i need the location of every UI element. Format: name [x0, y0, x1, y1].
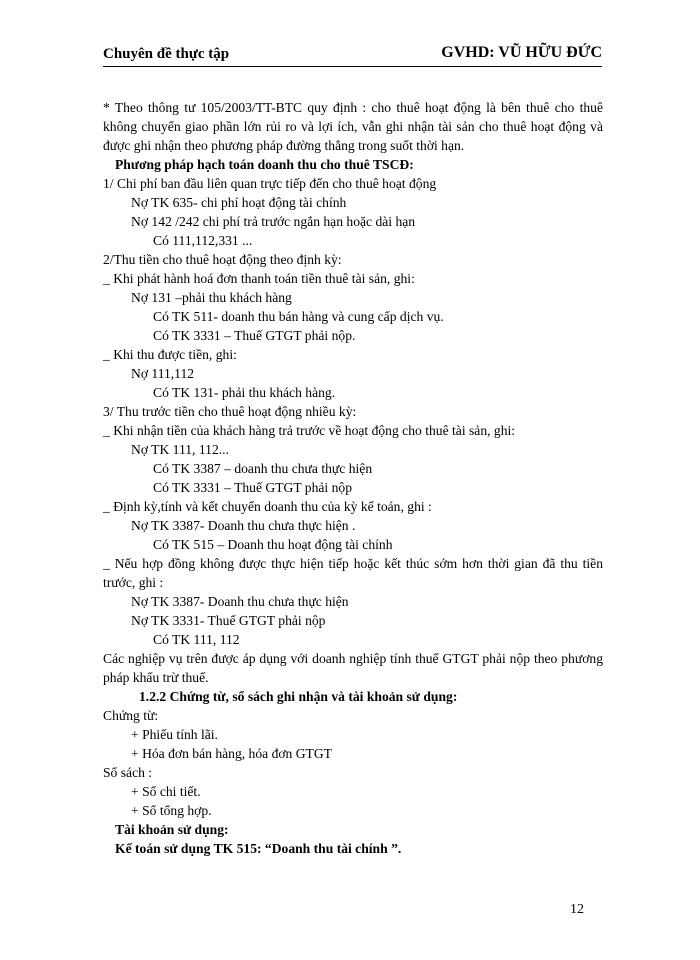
list-item: + Sổ tổng hợp. [131, 803, 212, 818]
heading-accounts-used: Tài khoản sử dụng: [115, 822, 229, 837]
entry-note: _ Định kỳ,tính và kết chuyển doanh thu của kỳ kế toán, ghi : [103, 499, 432, 514]
page-number: 12 [570, 902, 584, 917]
entry-debit: Nợ 142 /242 chi phí trả trước ngắn hạn hoặc dài hạn [131, 214, 416, 229]
entry-credit: Có TK 3387 – doanh thu chưa thực hiện [153, 461, 373, 476]
entry-credit: Có TK 131- phải thu khách hàng. [153, 385, 336, 400]
entry-debit: Nợ TK 3387- Doanh thu chưa thực hiện . [131, 518, 356, 533]
heading-account-515: Kế toán sử dụng TK 515: “Doanh thu tài chính ”. [115, 841, 402, 856]
step-3: 3/ Thu trước tiền cho thuê hoạt động nhiều kỳ: [103, 404, 357, 419]
entry-note: _ Nếu hợp đồng không được thực hiện tiếp hoặc kết thúc sớm hơn thời gian đã thu tiền trước, ghi : [103, 556, 603, 590]
entry-debit: Nợ TK 3331- Thuế GTGT phải nộp [131, 613, 326, 628]
label-books: Sổ sách : [103, 765, 153, 780]
list-item: + Hóa đơn bán hàng, hóa đơn GTGT [131, 746, 332, 761]
list-item: + Sổ chi tiết. [131, 784, 201, 799]
entry-debit: Nợ TK 111, 112... [131, 442, 229, 457]
entry-note: _ Khi nhận tiền của khách hàng trả trước về hoạt động cho thuê tài sản, ghi: [103, 423, 516, 438]
entry-debit: Nợ 111,112 [131, 366, 195, 381]
document-body [103, 98, 603, 858]
entry-note: _ Khi thu được tiền, ghi: [103, 347, 237, 362]
paragraph-applicability: Các nghiệp vụ trên được áp dụng với doanh nghiệp tính thuế GTGT phải nộp theo phương pháp khấu trừ thuế. [103, 651, 603, 685]
entry-debit: Nợ TK 635- chi phí hoạt động tài chính [131, 195, 347, 210]
entry-debit: Nợ TK 3387- Doanh thu chưa thực hiện [131, 594, 349, 609]
entry-credit: Có TK 111, 112 [153, 632, 240, 647]
list-item: + Phiếu tính lãi. [131, 727, 218, 742]
section-heading-method: Phương pháp hạch toán doanh thu cho thuê TSCĐ: [115, 157, 414, 172]
entry-credit: Có TK 3331 – Thuế GTGT phải nộp [153, 480, 352, 495]
entry-credit: Có TK 3331 – Thuế GTGT phải nộp. [153, 328, 356, 343]
step-1: 1/ Chi phí ban đầu liên quan trực tiếp đến cho thuê hoạt động [103, 176, 437, 191]
step-2: 2/Thu tiền cho thuê hoạt động theo định kỳ: [103, 252, 342, 267]
paragraph-circular-105: * Theo thông tư 105/2003/TT-BTC quy định : cho thuê hoạt động là bên thuê cho thuê không chuyển giao phần lớn rủi ro và lợi ích, vẫn ghi nhận tài sản cho thuê hoạt động và được ghi nhận theo phương pháp đường thẳng trong suốt thời hạn. [103, 100, 603, 153]
entry-credit: Có 111,112,331 ... [153, 233, 253, 248]
label-documents: Chứng từ: [103, 708, 159, 723]
entry-credit: Có TK 515 – Doanh thu hoạt động tài chính [153, 537, 393, 552]
page-header [103, 44, 602, 67]
header-title: Chuyên đề thực tập [103, 46, 230, 62]
entry-note: _ Khi phát hành hoá đơn thanh toán tiền thuê tài sản, ghi: [103, 271, 415, 286]
entry-credit: Có TK 511- doanh thu bán hàng và cung cấp dịch vụ. [153, 309, 444, 324]
entry-debit: Nợ 131 –phải thu khách hàng [131, 290, 292, 305]
section-heading-1-2-2: 1.2.2 Chứng từ, sổ sách ghi nhận và tài khoản sử dụng: [139, 689, 458, 704]
header-supervisor: GVHD: VŨ HỮU ĐỨC [441, 44, 602, 61]
